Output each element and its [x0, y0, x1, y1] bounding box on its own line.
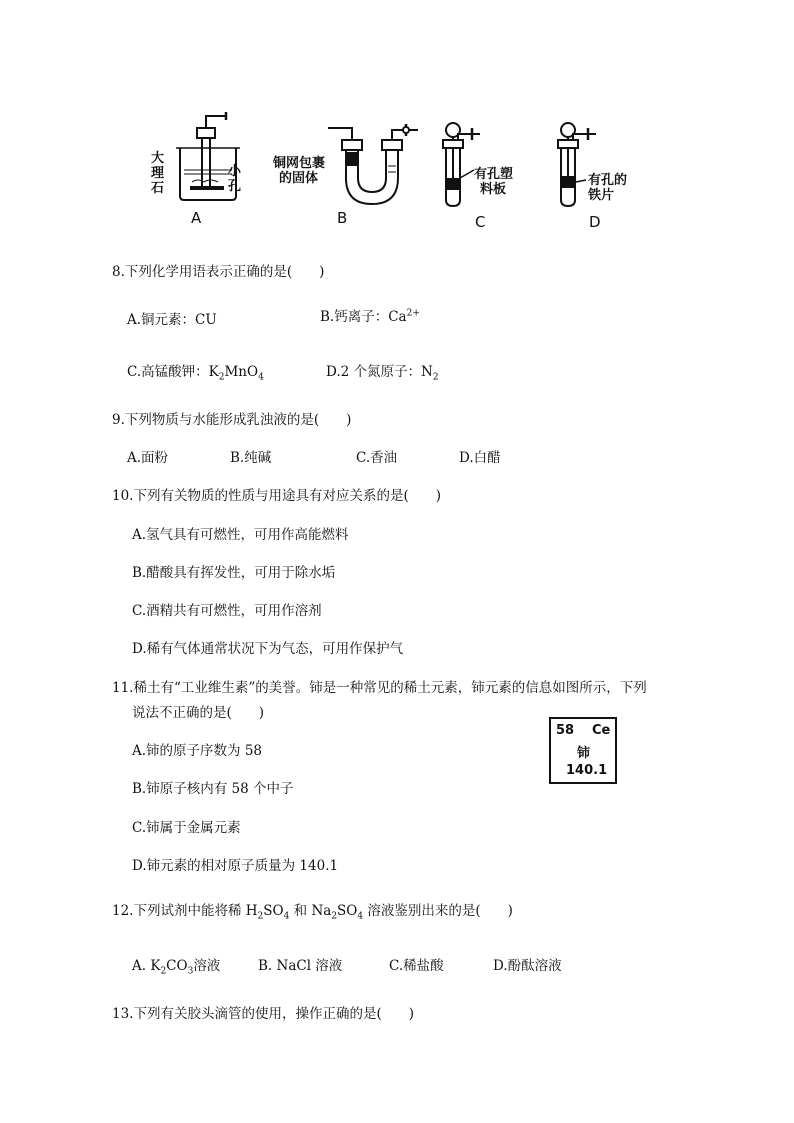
question-10-option-c: C.酒精共有可燃性，可用作溶剂 [132, 603, 322, 619]
subscript: 2 [218, 372, 225, 383]
label-char: 石 [151, 181, 165, 196]
option-text: B.钙离子： [320, 309, 389, 325]
question-10-stem: 10.下列有关物质的性质与用途具有对应关系的是( ) [112, 488, 442, 504]
subscript: 4 [283, 911, 290, 922]
question-12-option-b: B. NaCl 溶液 [258, 958, 343, 974]
question-10-option-b: B.醋酸具有挥发性，可用于除水垢 [132, 565, 336, 581]
apparatus-b-drawing [328, 124, 418, 204]
label-line: 铁片 [588, 188, 615, 203]
question-8-option-b [320, 305, 420, 325]
subscript: 4 [357, 911, 364, 922]
question-8-option-a: A.铜元素：CU [127, 312, 217, 328]
question-11-stem-line2: 说法不正确的是( ) [132, 705, 265, 721]
formula: N [421, 364, 433, 380]
question-12-option-a [132, 954, 220, 977]
question-11-stem-line1: 11.稀土有“工业维生素”的美誉。铈是一种常见的稀土元素，铈元素的信息如图所示，下列 [112, 680, 647, 696]
formula: Na [311, 903, 332, 919]
label-line: 的固体 [279, 171, 319, 186]
question-9-option-d: D.白醋 [459, 450, 501, 466]
question-11-option-c: C.铈属于金属元素 [132, 820, 241, 836]
atomic-mass: 140.1 [566, 763, 608, 778]
subscript: 4 [258, 372, 264, 383]
question-13-stem: 13.下列有关胶头滴管的使用，操作正确的是( ) [112, 1006, 415, 1022]
question-12-option-d: D.酚酞溶液 [493, 958, 562, 974]
label-line: 有孔的 [588, 173, 628, 188]
label-char: 大 [151, 151, 165, 166]
element-name: 铈 [577, 746, 591, 761]
cerium-element-card [549, 717, 617, 784]
stem-text: 溶液鉴别出来的是( ) [363, 903, 513, 919]
subscript: 2 [257, 911, 264, 922]
option-text: 溶液 [193, 958, 221, 974]
question-10-option-d: D.稀有气体通常状况下为气态，可用作保护气 [132, 641, 404, 657]
option-text: D.2 个氮原子： [326, 364, 422, 380]
formula: K [150, 958, 161, 974]
apparatus-a-label-left [151, 151, 164, 196]
question-11-option-b: B.铈原子核内有 58 个中子 [132, 781, 294, 797]
charge: 2+ [406, 308, 420, 319]
question-8-stem: 8.下列化学用语表示正确的是( ) [112, 264, 325, 280]
question-11-option-d: D.铈元素的相对原子质量为 140.1 [132, 858, 339, 874]
apparatus-a-letter: A [191, 209, 202, 227]
question-8-option-d [326, 360, 439, 383]
option-text: A. [132, 958, 151, 974]
question-11-option-a: A.铈的原子序数为 58 [132, 743, 263, 759]
question-9-stem: 9.下列物质与水能形成乳浊液的是( ) [112, 412, 352, 428]
label-line: 有孔塑 [474, 167, 514, 182]
label-line: 铜网包裹 [273, 156, 326, 171]
label-char: 小 [228, 164, 242, 179]
label-char: 孔 [228, 179, 242, 194]
option-text: C.高锰酸钾： [127, 364, 209, 380]
apparatus-figure [140, 108, 660, 238]
formula: SO [263, 903, 284, 919]
question-8-option-c [127, 360, 264, 383]
question-9-option-c: C.香油 [356, 450, 398, 466]
formula: K [208, 364, 219, 380]
subscript: 2 [432, 372, 439, 383]
stem-text: 12.下列试剂中能将稀 [112, 903, 246, 919]
subscript: 3 [187, 966, 194, 977]
formula: MnO [224, 364, 259, 380]
question-12-stem [112, 899, 513, 922]
question-12-option-c: C.稀盐酸 [389, 958, 444, 974]
element-symbol: Ce [592, 723, 611, 738]
stem-text: 和 [289, 903, 312, 919]
label-line: 料板 [480, 182, 507, 197]
formula: CO [166, 958, 188, 974]
question-9-option-a: A.面粉 [127, 450, 169, 466]
apparatus-c-label [474, 167, 513, 197]
apparatus-d-label [588, 173, 627, 203]
formula: H [245, 903, 258, 919]
atomic-number: 58 [556, 723, 575, 738]
apparatus-a-label-right [228, 164, 241, 194]
subscript: 2 [160, 966, 167, 977]
formula: Ca [388, 309, 407, 325]
label-char: 理 [151, 166, 165, 181]
formula: SO [337, 903, 358, 919]
question-10-option-a: A.氢气具有可燃性，可用作高能燃料 [132, 527, 349, 543]
subscript: 2 [331, 911, 338, 922]
apparatus-d-letter: D [589, 213, 601, 231]
apparatus-b-letter: B [337, 209, 348, 227]
question-9-option-b: B.纯碱 [230, 450, 272, 466]
apparatus-b-label [273, 156, 325, 186]
apparatus-c-letter: C [475, 213, 486, 231]
